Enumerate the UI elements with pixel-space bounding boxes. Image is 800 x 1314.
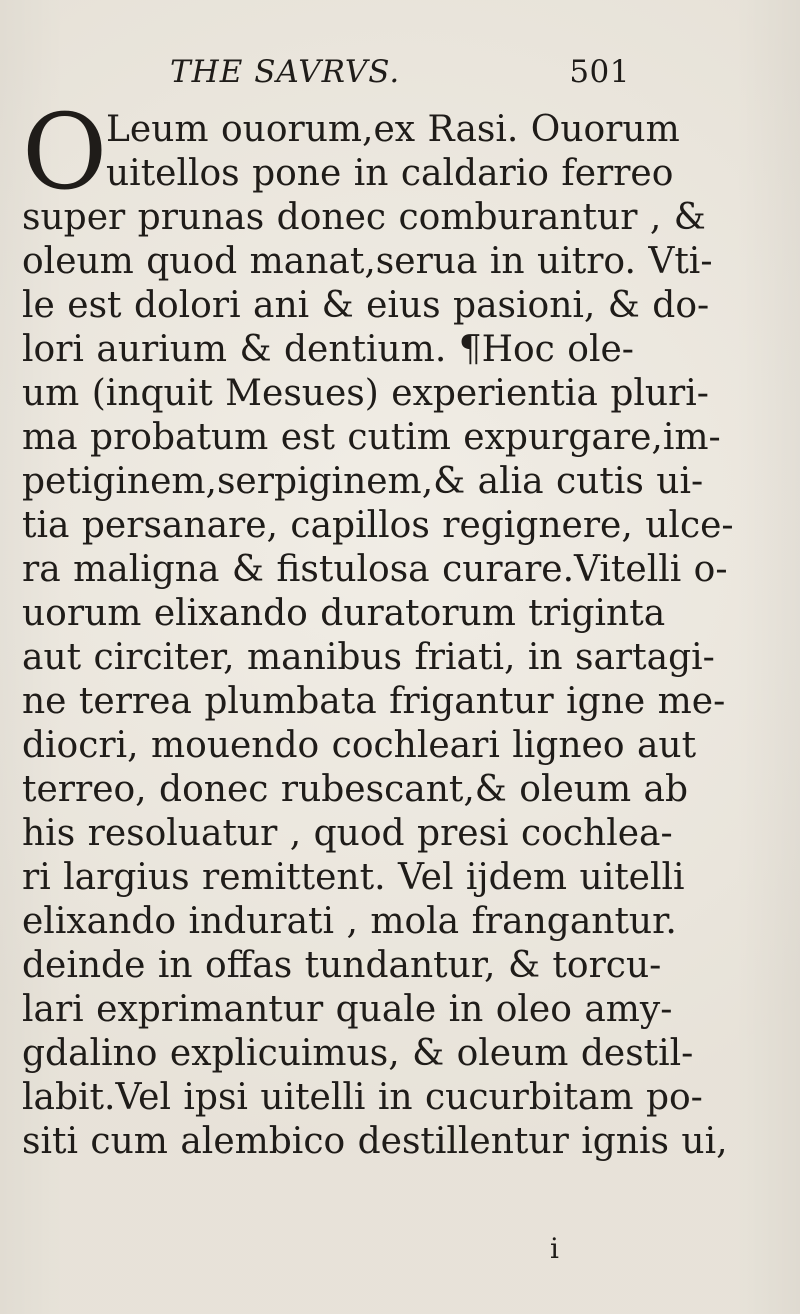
- text-line-3: super prunas donec comburantur , &: [22, 197, 706, 238]
- text-line-6: lori aurium & dentium. ¶Hoc ole-: [22, 329, 634, 370]
- text-line-21: lari exprimantur quale in oleo amy-: [22, 989, 673, 1030]
- page-header: [170, 54, 630, 90]
- running-head: THE SAVRVS.: [170, 54, 401, 90]
- text-line-17: his resoluatur , quod presi cochlea-: [22, 813, 673, 854]
- text-line-24: siti cum alembico destillentur ignis ui,: [22, 1121, 728, 1162]
- text-line-11: ra maligna & fistulosa curare.Vitelli o-: [22, 549, 728, 590]
- main-text: [22, 91, 734, 1265]
- text-line-16: terreo, donec rubescant,& oleum ab: [22, 769, 689, 810]
- text-line-22: gdalino explicuimus, & oleum destil-: [22, 1033, 694, 1074]
- text-line-8: ma probatum est cutim expurgare,im-: [22, 417, 721, 458]
- text-line-1: Leum ouorum,ex Rasi. Ouorum: [106, 109, 680, 150]
- text-line-9: petiginem,serpiginem,& alia cutis ui-: [22, 461, 704, 502]
- page-number: 501: [569, 54, 630, 90]
- text-line-12: uorum elixando duratorum triginta: [22, 593, 666, 634]
- text-line-13: aut circiter, manibus friati, in sartagi-: [22, 637, 715, 678]
- text-line-4: oleum quod manat,serua in uitro. Vti-: [22, 241, 713, 282]
- decorated-initial: O: [22, 91, 108, 213]
- text-line-18: ri largius remittent. Vel ijdem uitelli: [22, 857, 685, 898]
- text-line-19: elixando indurati , mola frangantur.: [22, 901, 677, 942]
- text-line-5: le est dolori ani & eius pasioni, & do-: [22, 285, 710, 326]
- text-line-14: ne terrea plumbata frigantur igne me-: [22, 681, 726, 722]
- text-line-10: tia persanare, capillos regignere, ulce-: [22, 505, 734, 546]
- text-line-7: um (inquit Mesues) experientia pluri-: [22, 373, 709, 414]
- text-line-23: labit.Vel ipsi uitelli in cucurbitam po-: [22, 1077, 703, 1118]
- text-line-15: diocri, mouendo cochleari ligneo aut: [22, 725, 697, 766]
- text-line-20: deinde in offas tundantur, & torcu-: [22, 945, 662, 986]
- catchword: i: [550, 1232, 559, 1265]
- text-line-2: uitellos pone in caldario ferreo: [106, 153, 674, 194]
